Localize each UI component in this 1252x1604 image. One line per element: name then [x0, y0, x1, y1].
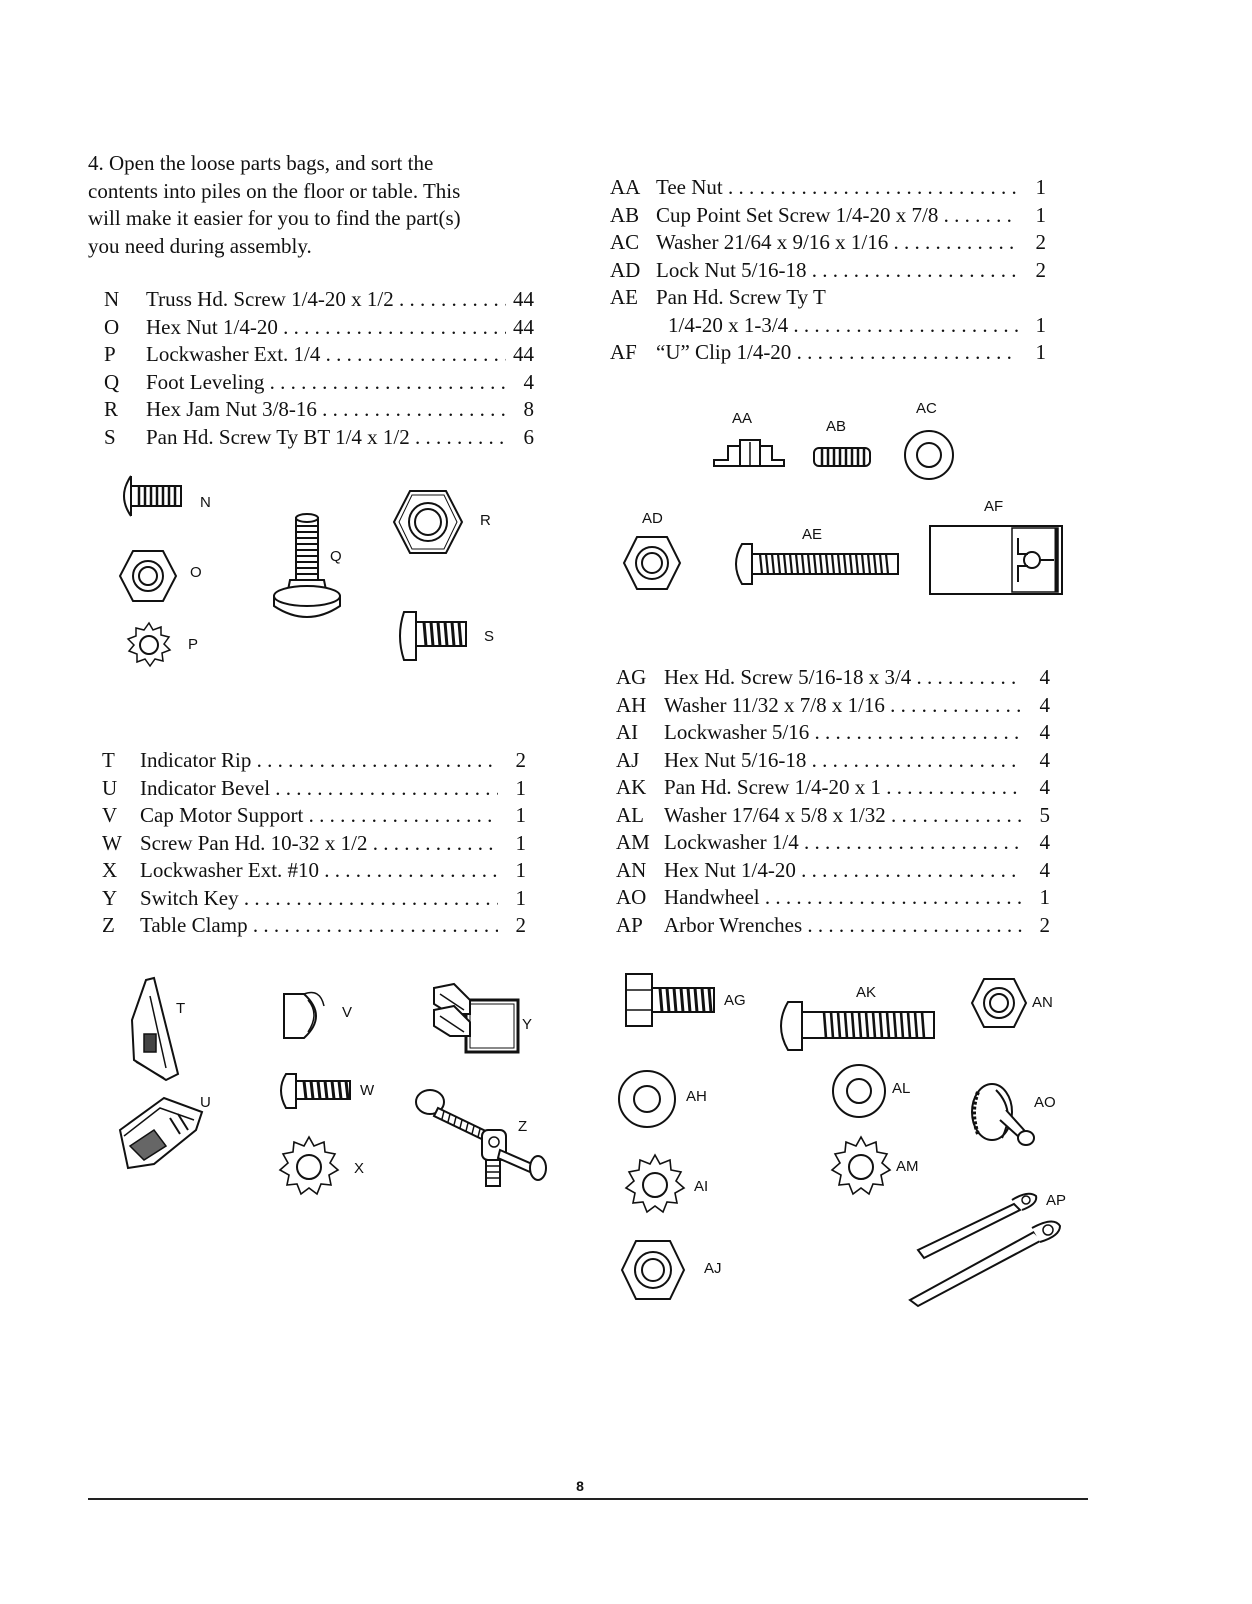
u-clip-af-illustration	[928, 524, 1064, 596]
pan-screw-w-illustration	[276, 1070, 356, 1112]
figure-label-aa: AA	[732, 410, 753, 427]
part-code: Z	[102, 913, 115, 937]
figure-label-ae: AE	[802, 526, 823, 543]
part-desc: Arbor Wrenches . . .	[664, 912, 1022, 940]
page-number: 8	[576, 1478, 584, 1494]
part-code: AD	[610, 257, 641, 282]
lockwasher-x-illustration	[274, 1134, 344, 1202]
part-code: T	[102, 748, 115, 772]
figure-label-w: W	[360, 1082, 375, 1099]
intro-line: will make it easier for you to find the part(s)	[88, 206, 461, 230]
figure-label-aj: AJ	[704, 1260, 722, 1277]
part-qty: 1	[515, 858, 526, 882]
part-row	[616, 664, 1050, 692]
figure-label-al: AL	[892, 1080, 911, 1097]
washer-ah-illustration	[614, 1068, 680, 1130]
part-qty: 2	[1035, 230, 1046, 254]
arbor-wrenches-ap-illustration	[904, 1186, 1067, 1306]
intro-paragraph	[88, 150, 558, 260]
part-code: N	[104, 287, 120, 311]
part-qty: 44	[513, 342, 534, 366]
pan-screw-ae-illustration	[730, 540, 904, 588]
part-row	[102, 775, 526, 803]
part-desc: Cup Point Set Screw 1/4-20 x 7/8 . . .	[656, 202, 1018, 230]
part-code: S	[104, 424, 116, 449]
part-row	[102, 830, 526, 858]
figure-label-v: V	[342, 1004, 353, 1021]
part-code: AB	[610, 202, 640, 227]
part-code: R	[104, 397, 119, 421]
part-desc: Truss Hd. Screw 1/4-20 x 1/2 . . .	[146, 286, 506, 314]
part-qty: 1	[1035, 340, 1046, 364]
part-row	[610, 339, 1046, 367]
part-row	[616, 912, 1050, 940]
part-row	[616, 884, 1050, 912]
part-desc: Pan Hd. Screw Ty T	[656, 285, 826, 309]
part-row	[104, 286, 534, 314]
figure-label-z: Z	[518, 1118, 528, 1135]
figure-label-ac: AC	[916, 400, 937, 417]
part-desc: Lockwasher Ext. 1/4 . . .	[146, 341, 506, 369]
part-code: AL	[616, 802, 644, 827]
part-code: AG	[616, 665, 647, 689]
part-code: AA	[610, 175, 641, 199]
part-row	[102, 885, 526, 913]
part-qty: 4	[1039, 747, 1050, 772]
figure-label-r: R	[480, 512, 491, 529]
part-code: X	[102, 858, 118, 882]
part-desc: Lockwasher 5/16 . . .	[664, 719, 1022, 747]
part-desc: Hex Nut 5/16-18 . . .	[664, 747, 1022, 775]
part-row	[104, 369, 534, 397]
part-desc: Cap Motor Support . . .	[140, 802, 498, 830]
part-qty: 1	[1035, 175, 1046, 199]
tee-nut-aa-illustration	[712, 438, 786, 468]
part-code: V	[102, 803, 118, 827]
part-desc: Switch Key . . .	[140, 885, 498, 913]
parts-list-aa-af	[610, 174, 1046, 367]
figure-label-an: AN	[1032, 994, 1053, 1011]
part-code: AH	[616, 692, 647, 717]
part-qty: 4	[1039, 720, 1050, 744]
table-clamp-z-illustration	[412, 1086, 560, 1196]
part-desc: Washer 11/32 x 7/8 x 1/16 . . .	[664, 692, 1022, 720]
part-desc: Lock Nut 5/16-18 . . .	[656, 257, 1018, 285]
part-desc: Pan Hd. Screw 1/4-20 x 1 . . .	[664, 774, 1022, 802]
lock-nut-ad-illustration	[622, 534, 682, 592]
part-code: O	[104, 314, 120, 339]
part-desc: Washer 21/64 x 9/16 x 1/16 . . .	[656, 229, 1018, 257]
part-row	[610, 312, 1046, 340]
part-row	[610, 174, 1046, 202]
hex-nut-o-illustration	[118, 548, 178, 604]
part-qty: 4	[1039, 830, 1050, 854]
parts-list-ag-ap	[616, 664, 1050, 939]
indicator-rip-t-illustration	[124, 976, 184, 1082]
parts-list-t-z	[102, 747, 526, 940]
part-qty: 1	[1035, 312, 1046, 337]
part-qty: 4	[523, 369, 534, 394]
part-code: AN	[616, 857, 647, 882]
part-desc: Hex Hd. Screw 5/16-18 x 3/4 . . .	[664, 664, 1022, 692]
part-desc: Handwheel . . .	[664, 884, 1022, 912]
truss-screw-illustration	[115, 472, 195, 522]
part-row	[610, 202, 1046, 230]
part-row	[616, 829, 1050, 857]
part-row	[610, 229, 1046, 257]
figure-label-ai: AI	[694, 1178, 709, 1195]
part-desc: Table Clamp . . .	[140, 912, 498, 940]
part-qty: 5	[1039, 802, 1050, 827]
figure-label-af: AF	[984, 498, 1004, 515]
part-desc: Hex Jam Nut 3/8-16 . . .	[146, 396, 506, 424]
part-row	[104, 314, 534, 342]
part-code: Y	[102, 885, 118, 910]
part-desc: “U” Clip 1/4-20 . . .	[656, 339, 1018, 367]
washer-ac-illustration	[902, 428, 956, 482]
part-desc-continued: 1/4-20 x 1-3/4 . . .	[668, 312, 1018, 340]
part-desc: Hex Nut 1/4-20 . . .	[146, 314, 506, 342]
part-row	[102, 802, 526, 830]
part-desc: Washer 17/64 x 5/8 x 1/32 . . .	[664, 802, 1022, 830]
figure-label-ao: AO	[1034, 1094, 1056, 1111]
part-code: AM	[616, 830, 650, 854]
part-code: AE	[610, 285, 638, 309]
part-code: AO	[616, 885, 647, 909]
figure-label-n: N	[200, 494, 211, 511]
hex-nut-an-illustration	[970, 976, 1028, 1030]
figure-label-ag: AG	[724, 992, 746, 1009]
part-row	[104, 341, 534, 369]
intro-line: contents into piles on the floor or table. This	[88, 178, 461, 203]
part-row	[616, 719, 1050, 747]
part-qty: 1	[1035, 202, 1046, 227]
part-qty: 1	[1039, 885, 1050, 909]
part-row	[610, 257, 1046, 285]
lockwasher-ai-illustration	[620, 1152, 690, 1220]
part-qty: 2	[1039, 912, 1050, 937]
part-qty: 8	[523, 397, 534, 421]
foot-leveling-q-illustration	[268, 512, 348, 624]
pan-screw-s-illustration	[396, 608, 476, 664]
part-desc: Pan Hd. Screw Ty BT 1/4 x 1/2 . . .	[146, 424, 506, 452]
part-row	[102, 857, 526, 885]
figure-label-p: P	[188, 636, 199, 653]
part-qty: 1	[515, 885, 526, 910]
figure-label-o: O	[190, 564, 202, 581]
part-code: AK	[616, 775, 647, 799]
part-desc: Indicator Bevel . . .	[140, 775, 498, 803]
part-row	[102, 747, 526, 775]
figure-label-u: U	[200, 1094, 211, 1111]
figure-label-q: Q	[330, 548, 342, 565]
hex-nut-aj-illustration	[620, 1238, 686, 1302]
washer-al-illustration	[830, 1062, 888, 1120]
handwheel-ao-illustration	[966, 1080, 1042, 1160]
part-desc: Lockwasher 1/4 . . .	[664, 829, 1022, 857]
part-row	[616, 692, 1050, 720]
part-row	[616, 857, 1050, 885]
part-code: Q	[104, 369, 120, 394]
figure-label-ah: AH	[686, 1088, 707, 1105]
part-qty: 2	[515, 748, 526, 772]
figure-label-am: AM	[896, 1158, 919, 1175]
footer-rule	[88, 1498, 1088, 1500]
figure-label-ap: AP	[1046, 1192, 1067, 1209]
set-screw-ab-illustration	[812, 446, 872, 468]
pan-screw-ak-illustration	[774, 996, 940, 1056]
part-qty: 4	[1039, 665, 1050, 689]
part-qty: 1	[515, 775, 526, 800]
part-desc: Indicator Rip . . .	[140, 747, 498, 775]
figure-label-y: Y	[522, 1016, 533, 1033]
part-code: AI	[616, 720, 639, 744]
switch-key-y-illustration	[430, 980, 522, 1056]
part-code: AP	[616, 912, 643, 937]
part-desc: Screw Pan Hd. 10-32 x 1/2 . . .	[140, 830, 498, 858]
part-qty: 2	[515, 913, 526, 937]
intro-line: 4. Open the loose parts bags, and sort the	[88, 151, 434, 175]
part-qty: 6	[523, 424, 534, 449]
part-qty: 44	[513, 287, 534, 311]
part-desc: Tee Nut . . .	[656, 174, 1018, 202]
parts-list-n-s	[104, 286, 534, 451]
lockwasher-p-illustration	[122, 620, 176, 670]
hex-screw-ag-illustration	[624, 970, 720, 1030]
part-row	[616, 747, 1050, 775]
part-code: P	[104, 342, 116, 366]
part-row	[616, 774, 1050, 802]
part-qty: 4	[1039, 775, 1050, 799]
part-row	[610, 284, 1046, 312]
part-desc: Lockwasher Ext. #10 . . .	[140, 857, 498, 885]
part-qty: 1	[515, 803, 526, 827]
part-code: AJ	[616, 747, 640, 772]
part-qty: 2	[1035, 257, 1046, 282]
figure-label-s: S	[484, 628, 495, 645]
part-desc: Foot Leveling . . .	[146, 369, 506, 397]
intro-line: you need during assembly.	[88, 233, 312, 258]
part-qty: 44	[513, 314, 534, 339]
part-code: AC	[610, 230, 640, 254]
part-code: AF	[610, 340, 637, 364]
part-qty: 1	[515, 830, 526, 855]
figure-label-ad: AD	[642, 510, 663, 527]
part-qty: 4	[1039, 692, 1050, 717]
part-row	[616, 802, 1050, 830]
part-code: W	[102, 830, 122, 855]
figure-label-x: X	[354, 1160, 365, 1177]
part-row	[104, 424, 534, 452]
cap-motor-support-v-illustration	[280, 986, 340, 1046]
part-row	[102, 912, 526, 940]
part-qty: 4	[1039, 857, 1050, 882]
indicator-bevel-u-illustration	[114, 1090, 206, 1172]
part-desc: Hex Nut 1/4-20 . . .	[664, 857, 1022, 885]
hex-jam-nut-r-illustration	[392, 488, 464, 556]
figure-label-t: T	[176, 1000, 186, 1017]
figure-label-ab: AB	[826, 418, 847, 435]
part-row	[104, 396, 534, 424]
lockwasher-am-illustration	[826, 1134, 896, 1202]
figure-label-ak: AK	[856, 984, 877, 1001]
part-code: U	[102, 775, 118, 800]
